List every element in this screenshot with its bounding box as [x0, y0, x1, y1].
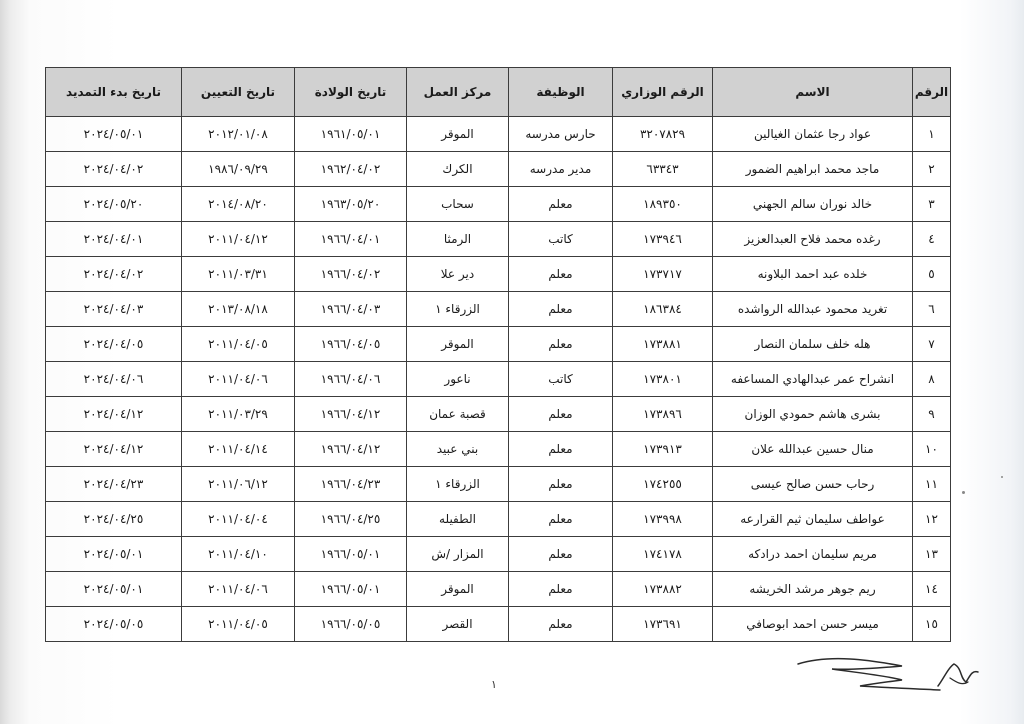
cell-extension-start-date: ٢٠٢٤/٠٤/٠٦ [46, 362, 182, 397]
cell-ministry-number: ١٧٣٩١٣ [613, 432, 713, 467]
cell-ministry-number: ١٧٣٨٨٢ [613, 572, 713, 607]
cell-ministry-number: ١٧٣٦٩١ [613, 607, 713, 642]
cell-appointment-date: ٢٠١١/٠٤/١٢ [182, 222, 295, 257]
cell-workplace: ناعور [407, 362, 509, 397]
cell-name: تغريد محمود عبدالله الرواشده [713, 292, 913, 327]
cell-ministry-number: ١٨٩٣٥٠ [613, 187, 713, 222]
header-birth-date: تاريخ الولادة [295, 68, 407, 117]
table-row [46, 257, 951, 292]
cell-name: منال حسين عبدالله علان [713, 432, 913, 467]
cell-job: مدير مدرسه [509, 152, 613, 187]
header-ministry-number: الرقم الوزاري [613, 68, 713, 117]
cell-birth-date: ١٩٦٣/٠٥/٢٠ [295, 187, 407, 222]
cell-workplace: الموقر [407, 117, 509, 152]
cell-ministry-number: ٣٢٠٧٨٢٩ [613, 117, 713, 152]
cell-ministry-number: ١٧٣٧١٧ [613, 257, 713, 292]
cell-birth-date: ١٩٦٦/٠٤/٠٢ [295, 257, 407, 292]
cell-extension-start-date: ٢٠٢٤/٠٤/٢٣ [46, 467, 182, 502]
cell-workplace: الموقر [407, 572, 509, 607]
table-row [46, 572, 951, 607]
cell-index: ١٢ [913, 502, 951, 537]
header-name: الاسم [713, 68, 913, 117]
cell-birth-date: ١٩٦٦/٠٤/٢٥ [295, 502, 407, 537]
cell-extension-start-date: ٢٠٢٤/٠٤/١٢ [46, 432, 182, 467]
cell-ministry-number: ١٧٤٢٥٥ [613, 467, 713, 502]
header-workplace: مركز العمل [407, 68, 509, 117]
cell-appointment-date: ١٩٨٦/٠٩/٢٩ [182, 152, 295, 187]
cell-index: ٥ [913, 257, 951, 292]
cell-extension-start-date: ٢٠٢٤/٠٤/٠٣ [46, 292, 182, 327]
cell-job: حارس مدرسه [509, 117, 613, 152]
cell-appointment-date: ٢٠١١/٠٤/٠٥ [182, 607, 295, 642]
cell-job: معلم [509, 397, 613, 432]
cell-birth-date: ١٩٦٦/٠٥/٠٥ [295, 607, 407, 642]
cell-birth-date: ١٩٦٦/٠٥/٠١ [295, 537, 407, 572]
cell-index: ١٥ [913, 607, 951, 642]
cell-workplace: الموقر [407, 327, 509, 362]
cell-appointment-date: ٢٠١١/٠٤/٠٥ [182, 327, 295, 362]
cell-workplace: القصر [407, 607, 509, 642]
cell-index: ٩ [913, 397, 951, 432]
cell-ministry-number: ١٧٣٩٤٦ [613, 222, 713, 257]
cell-appointment-date: ٢٠١٢/٠١/٠٨ [182, 117, 295, 152]
cell-workplace: بني عبيد [407, 432, 509, 467]
header-appointment-date: تاريخ التعيين [182, 68, 295, 117]
cell-ministry-number: ٦٣٣٤٣ [613, 152, 713, 187]
cell-appointment-date: ٢٠١٣/٠٨/١٨ [182, 292, 295, 327]
cell-ministry-number: ١٧٣٨٠١ [613, 362, 713, 397]
cell-index: ١٤ [913, 572, 951, 607]
table-header-row [46, 68, 951, 117]
cell-birth-date: ١٩٦٦/٠٤/١٢ [295, 432, 407, 467]
cell-name: مريم سليمان احمد درادكه [713, 537, 913, 572]
margin-mark [962, 491, 965, 494]
table-row [46, 292, 951, 327]
cell-job: معلم [509, 537, 613, 572]
cell-name: رحاب حسن صالح عيسى [713, 467, 913, 502]
cell-name: عواد رجا عثمان الغيالين [713, 117, 913, 152]
table-row [46, 432, 951, 467]
cell-index: ٣ [913, 187, 951, 222]
cell-index: ٢ [913, 152, 951, 187]
cell-job: معلم [509, 292, 613, 327]
cell-name: بشرى هاشم حمودي الوزان [713, 397, 913, 432]
cell-appointment-date: ٢٠١١/٠٤/١٤ [182, 432, 295, 467]
cell-appointment-date: ٢٠١١/٠٦/١٢ [182, 467, 295, 502]
cell-ministry-number: ١٨٦٣٨٤ [613, 292, 713, 327]
cell-name: هله خلف سلمان النصار [713, 327, 913, 362]
cell-job: كاتب [509, 222, 613, 257]
cell-index: ١٠ [913, 432, 951, 467]
cell-extension-start-date: ٢٠٢٤/٠٥/٠١ [46, 117, 182, 152]
employees-table [45, 67, 951, 642]
cell-index: ١١ [913, 467, 951, 502]
cell-birth-date: ١٩٦٦/٠٥/٠١ [295, 572, 407, 607]
cell-job: معلم [509, 327, 613, 362]
cell-index: ١٣ [913, 537, 951, 572]
table-row [46, 397, 951, 432]
cell-job: معلم [509, 502, 613, 537]
cell-workplace: الزرقاء ١ [407, 292, 509, 327]
cell-workplace: الكرك [407, 152, 509, 187]
cell-appointment-date: ٢٠١١/٠٤/٠٤ [182, 502, 295, 537]
cell-extension-start-date: ٢٠٢٤/٠٤/٠٥ [46, 327, 182, 362]
cell-name: انشراح عمر عبدالهادي المساعفه [713, 362, 913, 397]
cell-name: ماجد محمد ابراهيم الضمور [713, 152, 913, 187]
cell-extension-start-date: ٢٠٢٤/٠٥/٠١ [46, 537, 182, 572]
cell-birth-date: ١٩٦٦/٠٤/١٢ [295, 397, 407, 432]
cell-extension-start-date: ٢٠٢٤/٠٤/٠١ [46, 222, 182, 257]
margin-mark [1001, 476, 1003, 478]
page-number: ١ [491, 678, 497, 691]
cell-extension-start-date: ٢٠٢٤/٠٥/٢٠ [46, 187, 182, 222]
cell-workplace: الزرقاء ١ [407, 467, 509, 502]
cell-workplace: دير علا [407, 257, 509, 292]
cell-extension-start-date: ٢٠٢٤/٠٤/٢٥ [46, 502, 182, 537]
cell-birth-date: ١٩٦٢/٠٤/٠٢ [295, 152, 407, 187]
cell-job: معلم [509, 572, 613, 607]
cell-workplace: الطفيله [407, 502, 509, 537]
cell-extension-start-date: ٢٠٢٤/٠٥/٠١ [46, 572, 182, 607]
cell-index: ٤ [913, 222, 951, 257]
cell-ministry-number: ١٧٣٨٩٦ [613, 397, 713, 432]
cell-appointment-date: ٢٠١١/٠٣/٣١ [182, 257, 295, 292]
signature-scribble [790, 652, 990, 702]
table-row [46, 467, 951, 502]
cell-job: معلم [509, 432, 613, 467]
cell-job: معلم [509, 257, 613, 292]
table-row [46, 362, 951, 397]
cell-workplace: الرمثا [407, 222, 509, 257]
cell-extension-start-date: ٢٠٢٤/٠٥/٠٥ [46, 607, 182, 642]
cell-birth-date: ١٩٦١/٠٥/٠١ [295, 117, 407, 152]
cell-name: عواطف سليمان ثيم القرارعه [713, 502, 913, 537]
table-row [46, 502, 951, 537]
cell-job: معلم [509, 467, 613, 502]
cell-birth-date: ١٩٦٦/٠٤/٠١ [295, 222, 407, 257]
cell-ministry-number: ١٧٤١٧٨ [613, 537, 713, 572]
cell-index: ١ [913, 117, 951, 152]
cell-name: ميسر حسن احمد ابوصافي [713, 607, 913, 642]
cell-name: رغده محمد فلاح العبدالعزيز [713, 222, 913, 257]
table-row [46, 222, 951, 257]
cell-name: خالد نوران سالم الجهني [713, 187, 913, 222]
cell-workplace: قصبة عمان [407, 397, 509, 432]
cell-workplace: سحاب [407, 187, 509, 222]
cell-extension-start-date: ٢٠٢٤/٠٤/٠٢ [46, 257, 182, 292]
cell-appointment-date: ٢٠١١/٠٤/٠٦ [182, 362, 295, 397]
cell-index: ٨ [913, 362, 951, 397]
cell-workplace: المزار /ش [407, 537, 509, 572]
cell-appointment-date: ٢٠١١/٠٤/١٠ [182, 537, 295, 572]
cell-birth-date: ١٩٦٦/٠٤/٢٣ [295, 467, 407, 502]
cell-ministry-number: ١٧٣٩٩٨ [613, 502, 713, 537]
cell-appointment-date: ٢٠١١/٠٣/٢٩ [182, 397, 295, 432]
cell-name: ريم جوهر مرشد الخريشه [713, 572, 913, 607]
cell-birth-date: ١٩٦٦/٠٤/٠٦ [295, 362, 407, 397]
cell-name: خلده عبد احمد البلاونه [713, 257, 913, 292]
table-row [46, 187, 951, 222]
table-row [46, 607, 951, 642]
cell-index: ٧ [913, 327, 951, 362]
table-row [46, 152, 951, 187]
cell-appointment-date: ٢٠١١/٠٤/٠٦ [182, 572, 295, 607]
cell-appointment-date: ٢٠١٤/٠٨/٢٠ [182, 187, 295, 222]
header-extension-start-date: تاريخ بدء التمديد [46, 68, 182, 117]
table-row [46, 327, 951, 362]
header-job: الوظيفة [509, 68, 613, 117]
cell-index: ٦ [913, 292, 951, 327]
table-row [46, 537, 951, 572]
cell-extension-start-date: ٢٠٢٤/٠٤/١٢ [46, 397, 182, 432]
cell-job: كاتب [509, 362, 613, 397]
cell-birth-date: ١٩٦٦/٠٤/٠٣ [295, 292, 407, 327]
cell-job: معلم [509, 607, 613, 642]
table-row [46, 117, 951, 152]
cell-job: معلم [509, 187, 613, 222]
cell-birth-date: ١٩٦٦/٠٤/٠٥ [295, 327, 407, 362]
header-index: الرقم [913, 68, 951, 117]
cell-extension-start-date: ٢٠٢٤/٠٤/٠٢ [46, 152, 182, 187]
cell-ministry-number: ١٧٣٨٨١ [613, 327, 713, 362]
